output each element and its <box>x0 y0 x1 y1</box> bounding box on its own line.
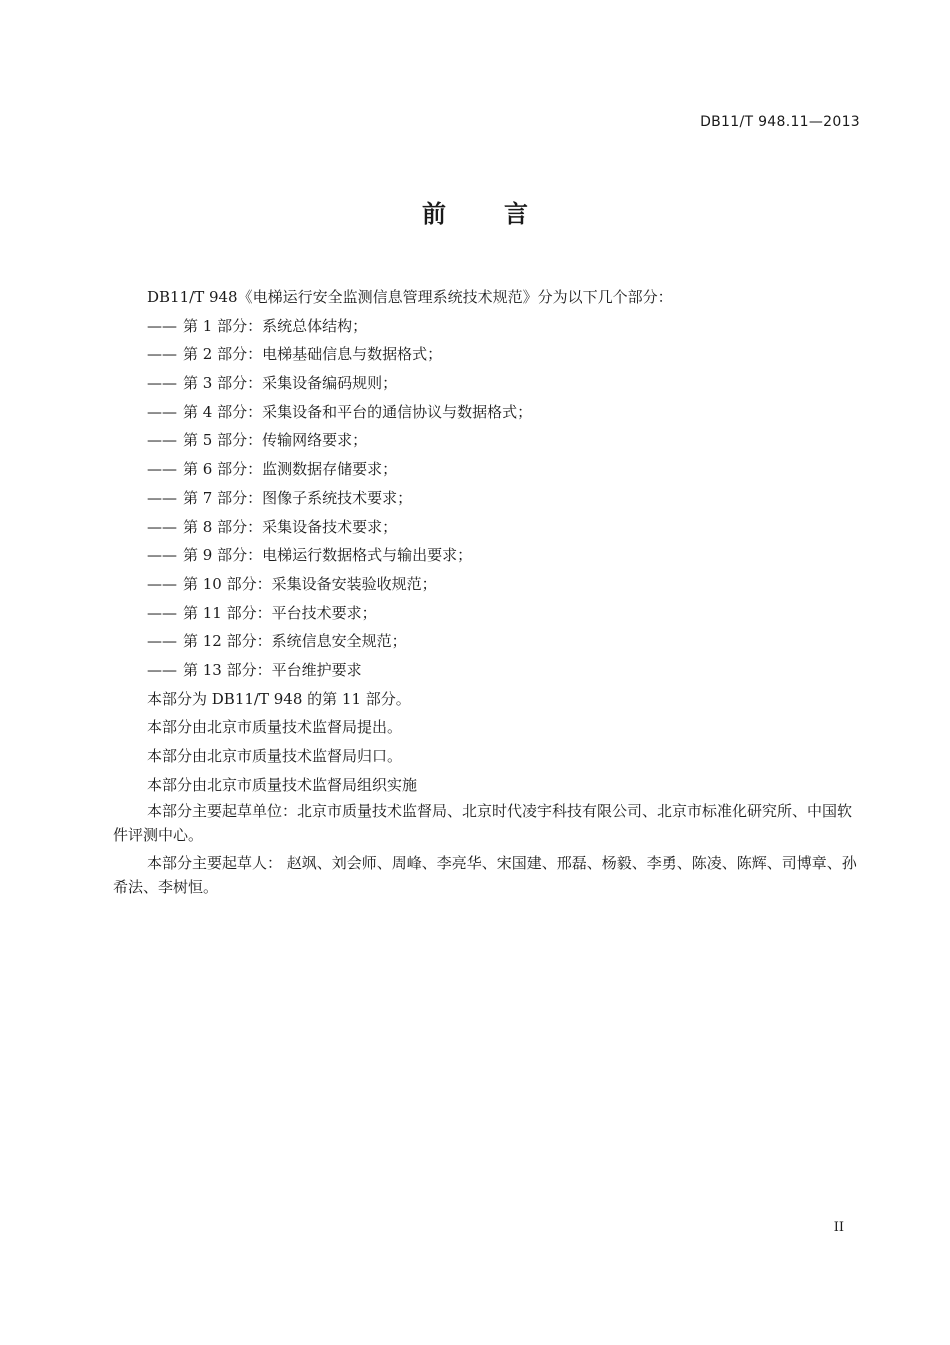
list-dash: —— <box>147 660 177 679</box>
list-dash: —— <box>147 460 177 479</box>
list-dash: —— <box>147 603 177 622</box>
list-item <box>113 455 863 484</box>
statement-administered-by: 本部分由北京市质量技术监督局归口。 <box>147 747 403 765</box>
list-dash: —— <box>147 316 177 335</box>
list-dash: —— <box>147 488 177 507</box>
list-dash: —— <box>147 402 177 421</box>
part-label: 第 8 部分：采集设备技术要求； <box>183 517 398 536</box>
part-label: 第 6 部分：监测数据存储要求； <box>183 460 398 479</box>
list-dash: —— <box>147 374 177 393</box>
list-item <box>113 541 863 570</box>
list-dash: —— <box>147 632 177 651</box>
list-item <box>113 312 863 341</box>
list-item <box>113 484 863 513</box>
list-dash: —— <box>147 345 177 364</box>
list-item <box>113 656 863 685</box>
list-item <box>113 513 863 542</box>
title-char-2: 言 <box>504 200 528 228</box>
list-dash: —— <box>147 431 177 450</box>
list-item <box>113 369 863 398</box>
list-item <box>113 627 863 656</box>
part-label: 第 5 部分：传输网络要求； <box>183 431 368 450</box>
part-label: 第 1 部分：系统总体结构； <box>183 316 368 335</box>
part-label: 第 7 部分：图像子系统技术要求； <box>183 488 413 507</box>
intro-paragraph: DB11/T 948《电梯运行安全监测信息管理系统技术规范》分为以下几个部分： <box>147 288 673 306</box>
drafters-paragraph: 本部分主要起草人： 赵飒、刘会师、周峰、李亮华、宋国建、邢磊、杨毅、李勇、陈凌、陈辉、司博章、孙希法、李树恒。 <box>113 854 857 897</box>
part-label: 第 2 部分：电梯基础信息与数据格式； <box>183 345 443 364</box>
drafting-units-paragraph: 本部分主要起草单位：北京市质量技术监督局、北京时代凌宇科技有限公司、北京市标准化研究所、中国软件评测中心。 <box>113 802 853 845</box>
list-item <box>113 426 863 455</box>
part-label: 第 4 部分：采集设备和平台的通信协议与数据格式； <box>183 402 533 421</box>
statement-proposed-by: 本部分由北京市质量技术监督局提出。 <box>147 718 403 737</box>
list-dash: —— <box>147 517 177 536</box>
title-char-1: 前 <box>422 200 446 228</box>
list-item <box>113 398 863 427</box>
list-dash: —— <box>147 574 177 593</box>
part-label: 第 12 部分：系统信息安全规范； <box>183 632 407 651</box>
statement-part-number: 本部分为 DB11/T 948 的第 11 部分。 <box>147 689 411 708</box>
list-item <box>113 340 863 369</box>
standard-code: DB11/T 948.11—2013 <box>700 114 860 130</box>
list-dash: —— <box>147 546 177 565</box>
preface-body <box>113 283 863 903</box>
page-number: II <box>833 1220 844 1235</box>
statement-implemented-by: 本部分由北京市质量技术监督局组织实施 <box>147 775 418 794</box>
part-label: 第 13 部分：平台维护要求 <box>183 660 362 679</box>
list-item <box>113 570 863 599</box>
list-item <box>113 599 863 628</box>
parts-list <box>113 312 863 685</box>
part-label: 第 9 部分：电梯运行数据格式与输出要求； <box>183 546 473 565</box>
part-label: 第 3 部分：采集设备编码规则； <box>183 374 398 393</box>
part-label: 第 10 部分：采集设备安装验收规范； <box>183 574 437 593</box>
part-label: 第 11 部分：平台技术要求； <box>183 603 377 622</box>
page-title <box>0 194 950 229</box>
